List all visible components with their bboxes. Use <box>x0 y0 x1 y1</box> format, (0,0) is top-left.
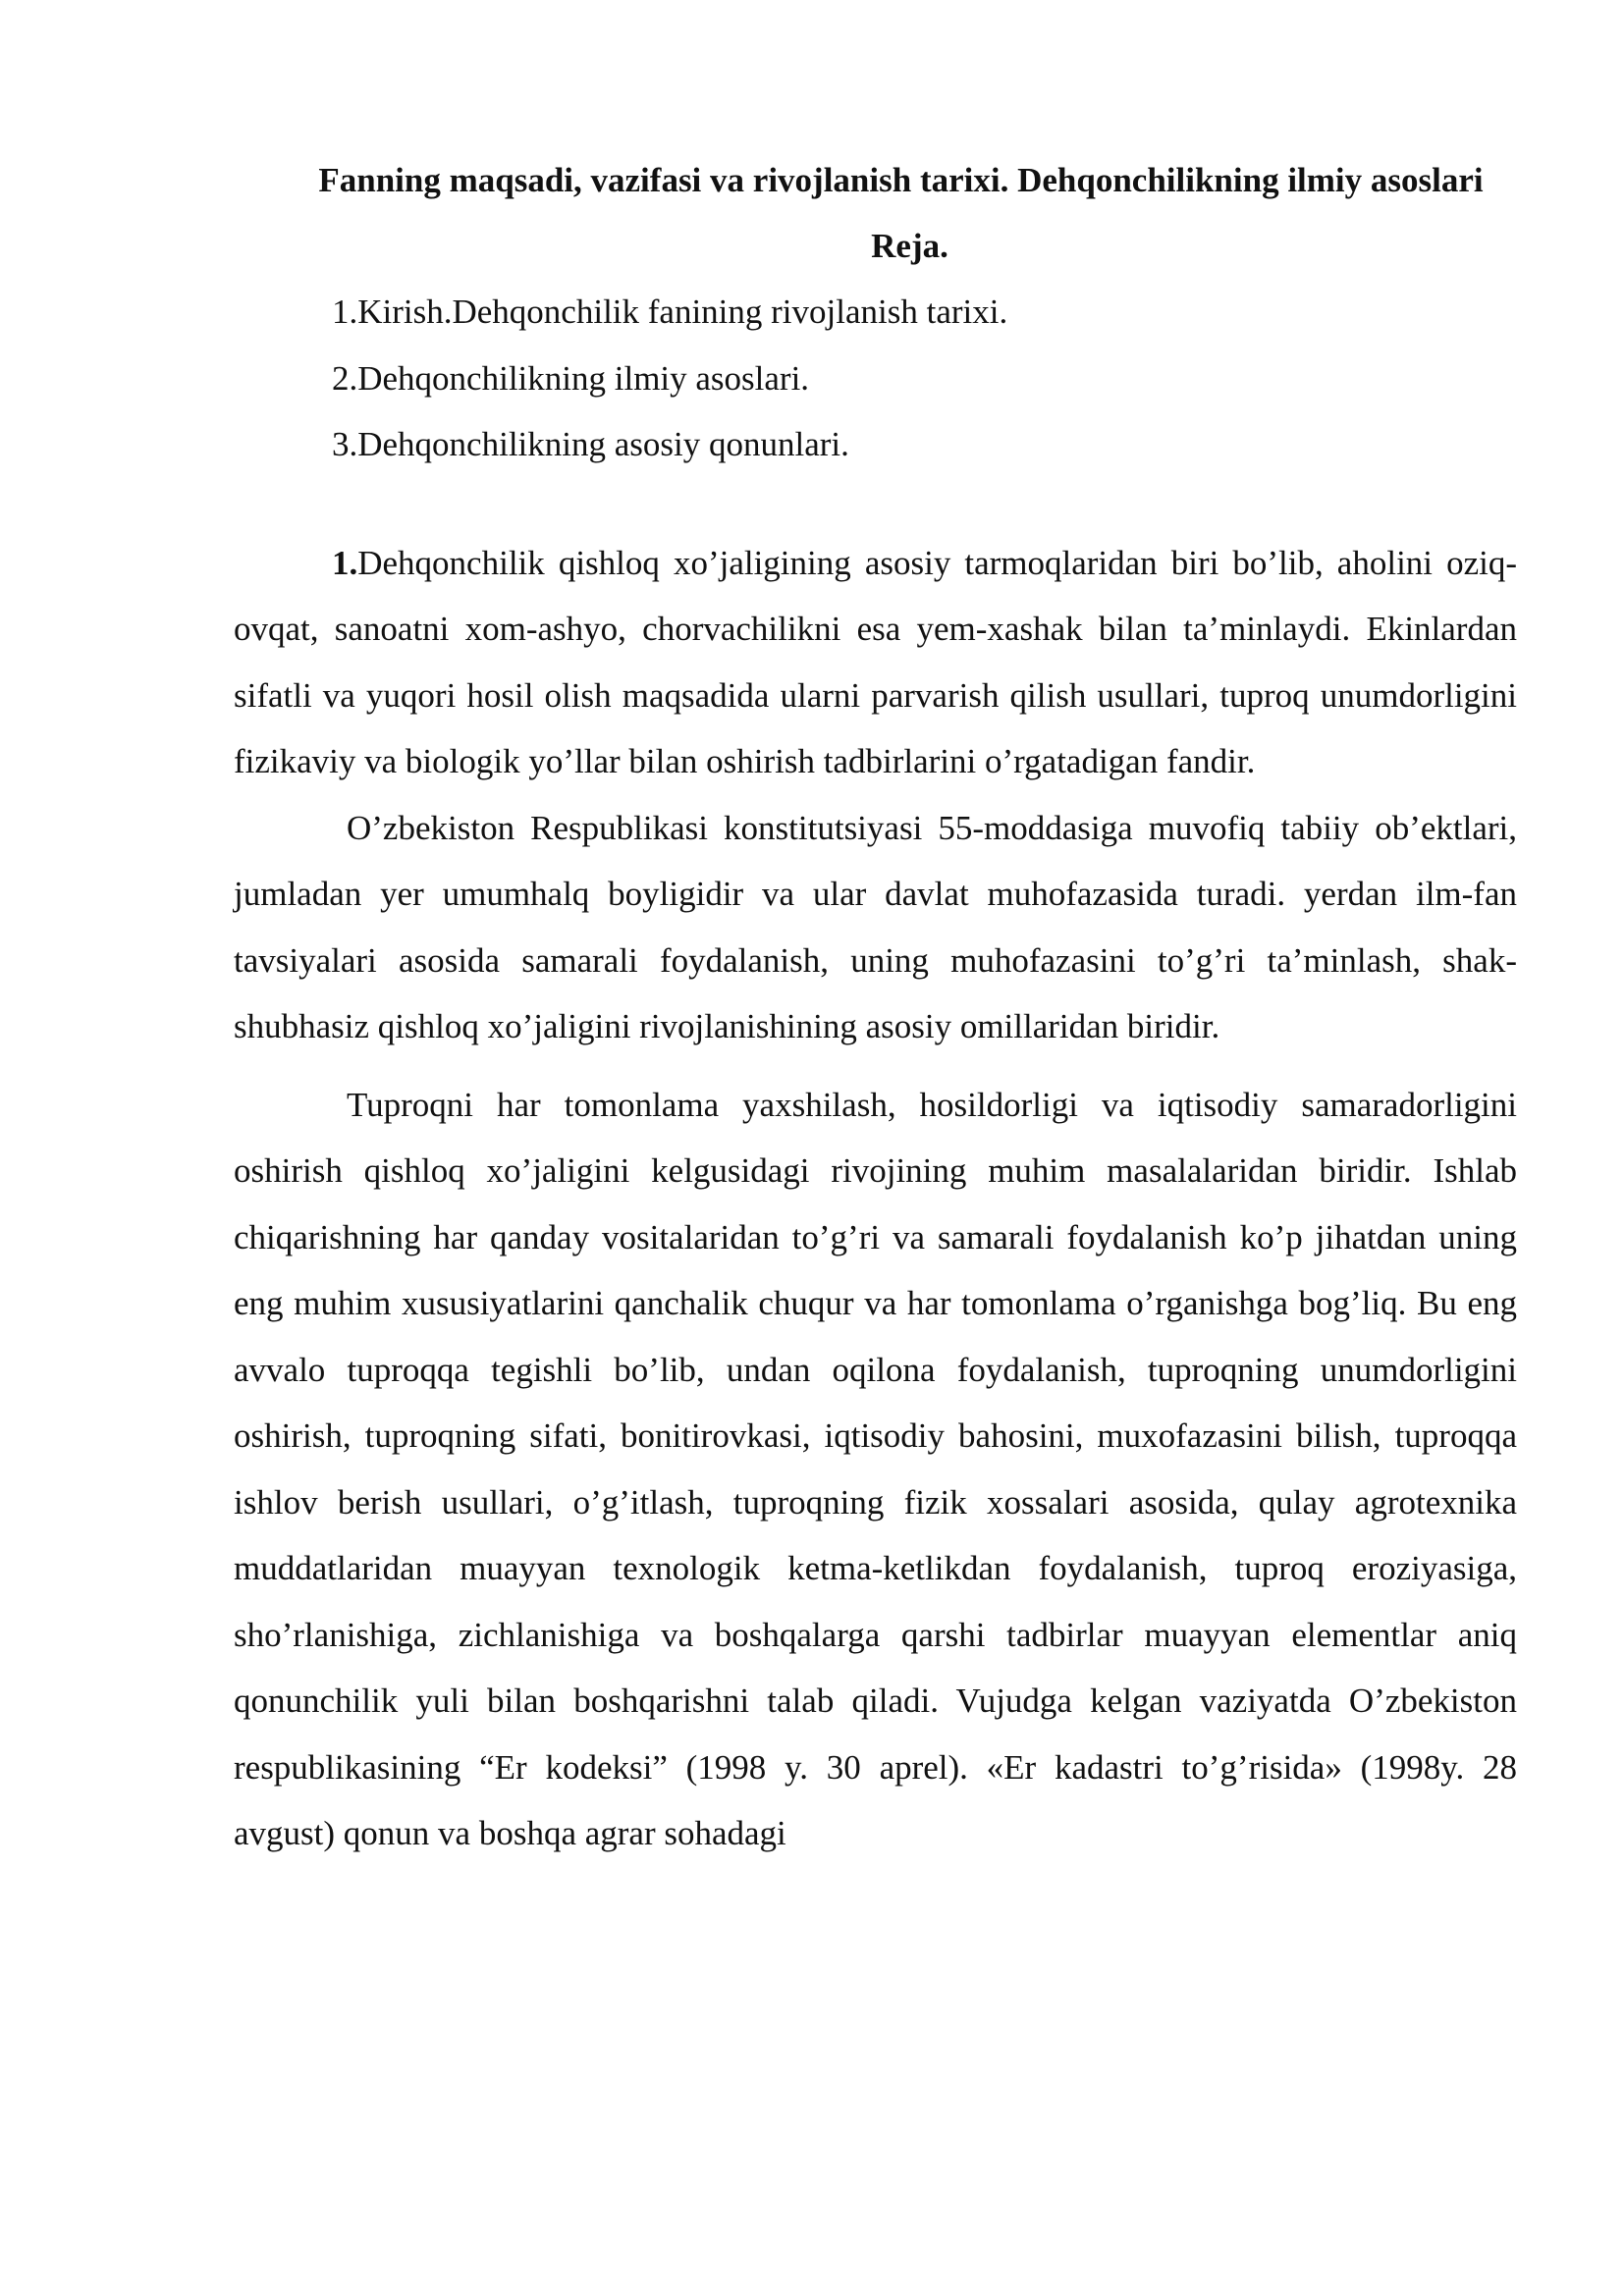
document-title: Fanning maqsadi, vazifasi va rivojlanish tarixi. Dehqonchilikning ilmiy asoslari <box>318 161 1484 199</box>
plan-heading: Reja. <box>871 227 948 265</box>
plan-item-1: 1.Kirish.Dehqonchilik fanining rivojlanish tarixi. <box>332 293 1008 331</box>
plan-item-2: 2.Dehqonchilikning ilmiy asoslari. <box>332 358 810 398</box>
document-page <box>234 147 1517 1867</box>
paragraph-1 <box>234 530 1517 795</box>
paragraph-1-text: Dehqonchilik qishloq xo’jaligining asosiy tarmoqlaridan biri bo’lib, aholini oziq-ovqat, sanoatni xom-ashyo, chorvachilikni esa yem-xashak bilan ta’minlaydi. Ekinlardan sifatli va yuqori hosil olish maqsadida ularni parvarish qilish usullari, tuproq unumdorligini fizikaviy va biologik yo’llar bilan oshirish tadbirlarini o’rgatadigan fandir. <box>234 543 1517 780</box>
paragraph-1-number: 1. <box>332 543 358 582</box>
plan-item-3: 3.Dehqonchilikning asosiy qonunlari. <box>332 425 849 463</box>
paragraph-2: O’zbekiston Respublikasi konstitutsiyasi 55-moddasiga muvofiq tabiiy ob’ektlari, jumladan yer umumhalq boyligidir va ular davlat muhofazasida turadi. yerdan ilm-fan tavsiyalari asosida samarali foydalanish, uning muhofazasini to’g’ri ta’minlash, shak-shubhasiz qishloq xo’jaligini rivojlanishining asosiy omillaridan biridir. <box>234 808 1517 1045</box>
plan-list <box>234 279 1517 478</box>
paragraph-3: Tuproqni har tomonlama yaxshilash, hosildorligi va iqtisodiy samaradorligini oshirish qishloq xo’jaligini kelgusidagi rivojining muhim masalalaridan biridir. Ishlab chiqarishning har qanday vositalaridan to’g’ri va samarali foydalanish ko’p jihatdan uning eng muhim xususiyatlarini qanchalik chuqur va har tomonlama o’rganishga bog’liq. Bu eng avvalo tuproqqa tegishli bo’lib, undan oqilona foydalanish, tuproqning unumdorligini oshirish, tuproqning sifati, bonitirovkasi, iqtisodiy bahosini, muxofazasini bilish, tuproqqa ishlov berish usullari, o’g’itlash, tuproqning fizik xossalari asosida, qulay agrotexnika muddatlaridan muayyan texnologik ketma-ketlikdan foydalanish, tuproq eroziyasiga, sho’rlanishiga, zichlanishiga va boshqalarga qarshi tadbirlar muayyan elementlar aniq qonunchilik yuli bilan boshqarishni talab qiladi. Vujudga kelgan vaziyatda O’zbekiston respublikasining “Er kodeksi” (1998 y. 30 aprel). «Er kadastri to’g’risida» (1998y. 28 avgust) qonun va boshqa agrar sohadagi <box>234 1085 1517 1852</box>
